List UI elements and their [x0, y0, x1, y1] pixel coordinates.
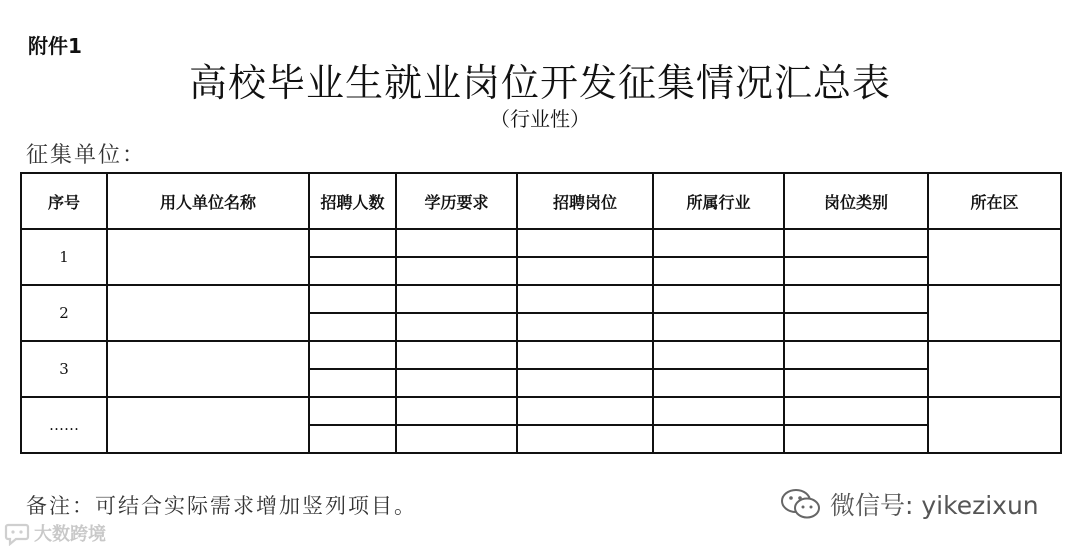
table-cell [784, 397, 928, 425]
attachment-label: 附件1 [28, 34, 82, 58]
cell-district [928, 341, 1061, 397]
table-cell [309, 285, 396, 313]
collection-unit-label: 征集单位： [26, 143, 147, 168]
table-cell [309, 229, 396, 257]
document-subtitle: （行业性） [490, 107, 590, 131]
table-cell [517, 341, 653, 369]
header-industry: 所属行业 [653, 173, 784, 229]
table-cell [784, 285, 928, 313]
table-cell [653, 257, 784, 285]
header-employer-name: 用人单位名称 [107, 173, 309, 229]
remark-note: 备注：可结合实际需求增加竖列项目。 [26, 494, 417, 518]
table-cell [396, 397, 517, 425]
table-cell [309, 369, 396, 397]
cell-district [928, 229, 1061, 285]
table-cell [517, 369, 653, 397]
header-position-category: 岗位类别 [784, 173, 928, 229]
table-row [21, 341, 1061, 369]
table-cell [653, 425, 784, 453]
header-education: 学历要求 [396, 173, 517, 229]
chat-bubble-icon [4, 520, 30, 546]
cell-employer-name [107, 341, 309, 397]
table-cell [517, 425, 653, 453]
cell-employer-name [107, 397, 309, 453]
table-cell [784, 257, 928, 285]
cell-employer-name [107, 285, 309, 341]
table-row [21, 397, 1061, 425]
table-cell [653, 341, 784, 369]
table-cell [517, 313, 653, 341]
wechat-icon [780, 487, 822, 521]
header-district: 所在区 [928, 173, 1061, 229]
row-index: …… [21, 397, 107, 453]
cell-employer-name [107, 229, 309, 285]
cell-district [928, 397, 1061, 453]
table-cell [784, 229, 928, 257]
table-cell [396, 285, 517, 313]
document-title: 高校毕业生就业岗位开发征集情况汇总表 [188, 61, 891, 105]
table-row [21, 229, 1061, 257]
summary-table [20, 172, 1062, 454]
source-watermark [4, 520, 106, 546]
row-index: 3 [21, 341, 107, 397]
table-cell [784, 341, 928, 369]
table-cell [653, 369, 784, 397]
table-cell [517, 285, 653, 313]
table-cell [309, 341, 396, 369]
wechat-id-text: 微信号: yikezixun [830, 491, 1039, 520]
table-cell [653, 313, 784, 341]
row-index: 1 [21, 229, 107, 285]
table-cell [653, 397, 784, 425]
table-cell [396, 369, 517, 397]
header-index: 序号 [21, 173, 107, 229]
table-cell [784, 425, 928, 453]
table-cell [396, 229, 517, 257]
header-position: 招聘岗位 [517, 173, 653, 229]
table-cell [396, 341, 517, 369]
table-cell [517, 397, 653, 425]
table-cell [396, 313, 517, 341]
table-header-row [21, 173, 1061, 229]
table-cell [309, 257, 396, 285]
header-recruit-count: 招聘人数 [309, 173, 396, 229]
table-cell [517, 257, 653, 285]
table-row [21, 285, 1061, 313]
table-cell [784, 369, 928, 397]
table-cell [784, 313, 928, 341]
table-cell [653, 229, 784, 257]
cell-district [928, 285, 1061, 341]
row-index: 2 [21, 285, 107, 341]
table-cell [517, 229, 653, 257]
table-cell [396, 257, 517, 285]
table-cell [396, 425, 517, 453]
table-cell [309, 425, 396, 453]
source-text: 大数跨境 [34, 524, 106, 545]
table-cell [309, 397, 396, 425]
table-cell [653, 285, 784, 313]
table-cell [309, 313, 396, 341]
wechat-watermark [780, 486, 1039, 522]
